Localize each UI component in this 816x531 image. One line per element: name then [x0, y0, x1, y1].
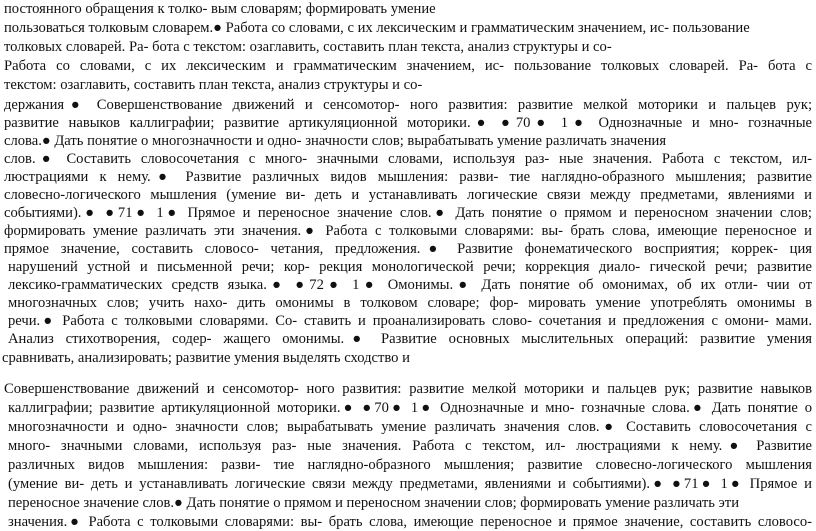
text-line: люстрациями к нему.● Развитие различных видов мышления: разви- тие наглядно-образного мышления; развитие — [4, 169, 812, 185]
text-line: переносное значение слов.● Дать понятие о прямом и переносном значении слов; формировать умение различать эти — [8, 495, 739, 511]
text-line: многозначности и одно- значности слов; вырабатывать умение различать значения слов.● Составить словосочетания с — [8, 419, 812, 435]
text-line: речи.● Работа с толковыми словарями. Со- ставить и проанализировать слово- сочетания и предложения с омони- мами. — [8, 313, 812, 329]
text-line: толковых словарей. Ра- бота с текстом: озаглавить, составить план текста, анализ структуры и со- — [4, 39, 612, 55]
text-line: прямое значение, составить словосо- четания, предложения.● Развитие фонематического восприятия; коррек- ция — [4, 241, 812, 257]
text-line: лексико-грамматических средств языка.● ●72● 1● Омонимы.● Дать понятие об омонимах, об их отли- чии от — [8, 277, 812, 293]
text-line: постоянного обращения к толко- вым словарям; формировать умение — [4, 1, 436, 17]
text-line: слова.● Дать понятие о многозначности и одно- значности слов; вырабатывать умение различать значения — [4, 133, 667, 149]
text-line: пользоваться толковым словарем.● Работа со словами, с их лексическим и грамматическим значением, ис- пользование — [4, 20, 750, 36]
text-line: различных видов мышления: разви- тие наглядно-образного мышления; развитие словесно-логического мышления — [8, 457, 812, 473]
text-line: сравнивать, анализировать; развитие умения выделять сходство и — [2, 350, 410, 366]
text-line: Анализ стихотворения, содер- жащего омонимы.● Развитие основных мыслительных операций: развитие умения — [8, 331, 812, 347]
text-line: развитие навыков каллиграфии; развитие артикуляционной моторики.● ●70● 1● Однозначные и мно- гозначные — [4, 115, 812, 131]
text-line: (умение ви- деть и устанавливать логические связи между предметами, явлениями и событиями).● ●71● 1● Прямое и — [8, 476, 812, 492]
text-line: каллиграфии; развитие артикуляционной моторики.● ●70● 1● Однозначные и мно- гозначные слова.● Дать понятие о — [8, 400, 812, 416]
text-line: много- значными словами, используя раз- ные значения. Работа с текстом, ил- люстрациями к нему.● Развитие — [8, 438, 812, 454]
text-line: держания● Совершенствование движений и сенсомотор- ного развития: развитие мелкой моторики и пальцев рук; — [4, 97, 812, 113]
text-line: Работа со словами, с их лексическим и грамматическим значением, ис- пользование толковых словарей. Ра- бота с — [4, 58, 812, 74]
text-line: слов.● Составить словосочетания с много- значными словами, используя раз- ные значения. Работа с текстом, ил- — [4, 151, 812, 167]
text-line: многозначных слов; учить нахо- дить омонимы в толковом словаре; фор- мировать умение употреблять омонимы в — [8, 295, 812, 311]
text-line: значения.● Работа с толковыми словарями: вы- брать слова, имеющие переносное и прямое значение, составить словосо- — [8, 514, 812, 530]
text-line: формировать умение различать эти значения.● Работа с толковыми словарями: вы- брать слова, имеющие переносное и — [4, 223, 812, 239]
text-line: текстом: озаглавить, составить план текста, анализ структуры и со- — [4, 77, 423, 93]
text-line: событиями).● ●71● 1● Прямое и переносное значение слов.● Дать понятие о прямом и переносном значении слов; — [4, 205, 812, 221]
text-line: нарушений устной и письменной речи; кор- рекция монологической речи; коррекция диало- гической речи; развитие — [8, 259, 812, 275]
text-line: словесно-логического мышления (умение ви- деть и устанавливать логические связи между предметами, явлениями и — [4, 187, 812, 203]
text-line: Совершенствование движений и сенсомотор- ного развития: развитие мелкой моторики и пальцев рук; развитие навыков — [4, 381, 812, 397]
